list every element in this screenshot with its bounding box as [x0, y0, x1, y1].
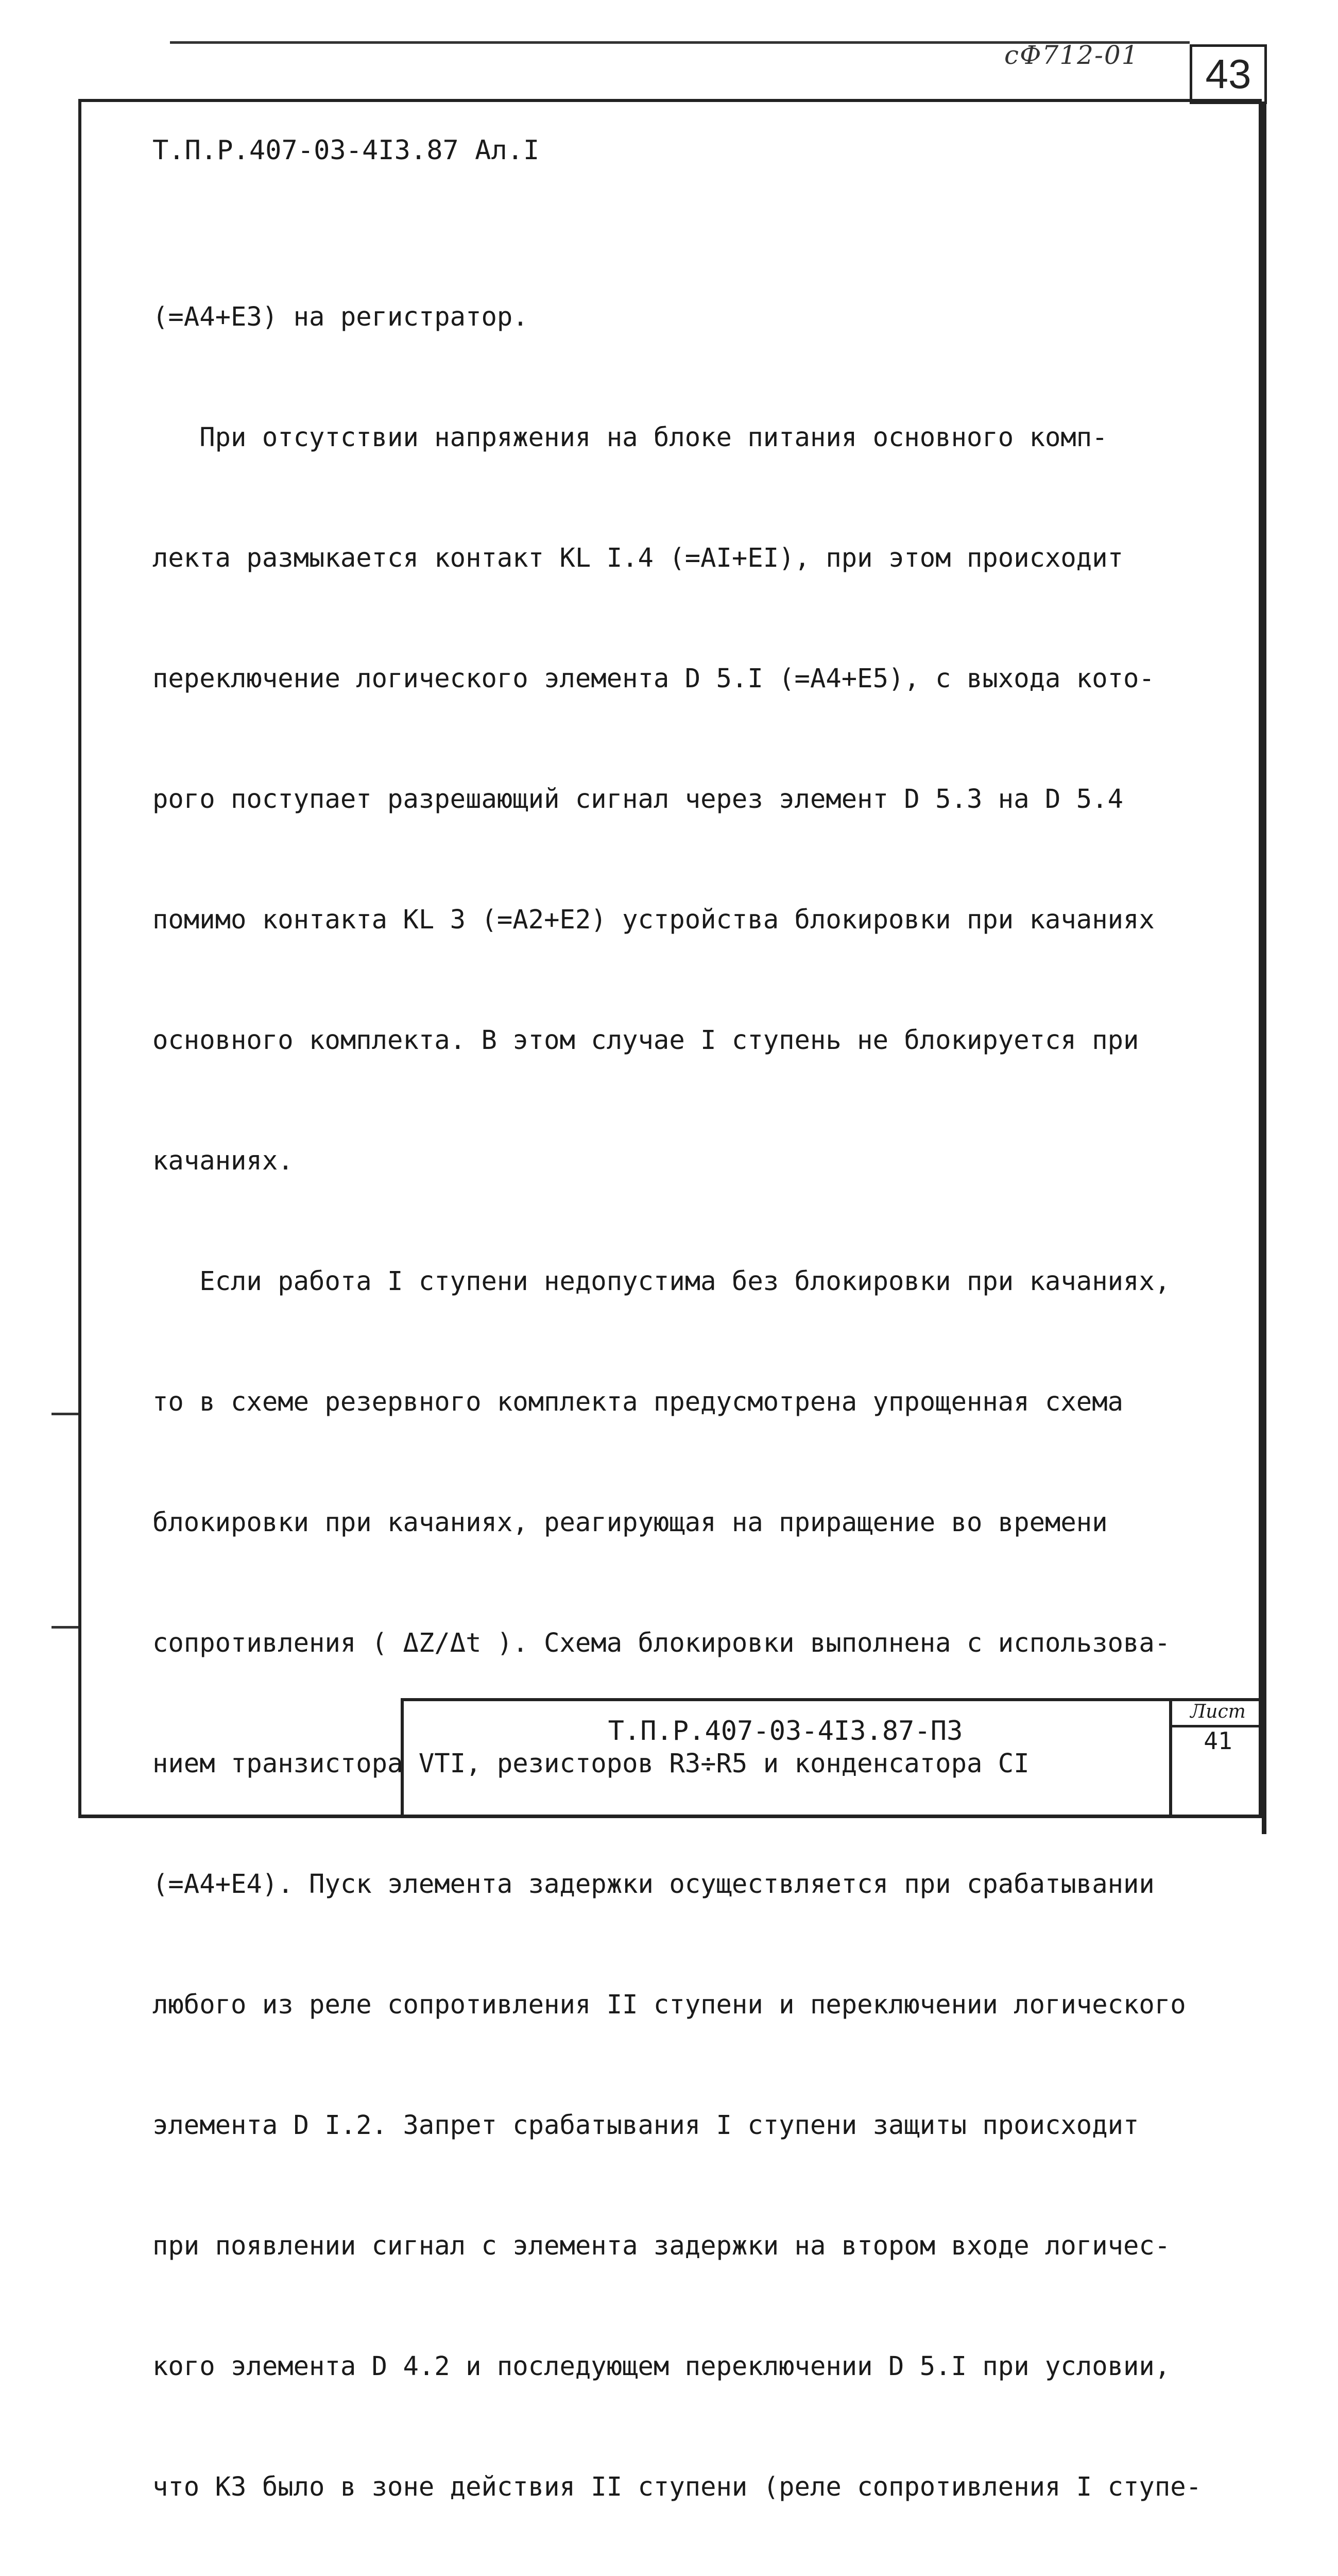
sheet-number: 41 [1204, 1727, 1232, 1755]
body-line: то в схеме резервного комплекта предусмотрена упрощенная схема [152, 1386, 1124, 1417]
page-number-box [1190, 44, 1267, 104]
body-line: При отсутствии напряжения на блоке питания основного комп- [152, 422, 1108, 452]
body-line: Если работа I ступени недопустима без блокировки при качаниях, [152, 1266, 1171, 1296]
body-line: лекта размыкается контакт КL I.4 (=АI+ЕI), при этом происходит [152, 543, 1124, 573]
body-line: (=А4+Е3) на регистратор. [152, 301, 528, 332]
archive-code: сФ712-01 [1004, 40, 1139, 70]
body-line: качаниях. [152, 1145, 294, 1176]
body-line: помимо контакта КL 3 (=А2+Е2) устройства блокировки при качаниях [152, 904, 1155, 935]
page-number: 43 [1205, 51, 1251, 97]
body-line: кого элемента D 4.2 и последующем переключении D 5.I при условии, [152, 2351, 1171, 2381]
body-line: элемента D I.2. Запрет срабатывания I ступени защиты происходит [152, 2110, 1139, 2140]
body-line: при появлении сигнал с элемента задержки на втором входе логичес- [152, 2230, 1171, 2261]
body-line: основного комплекта. В этом случае I ступень не блокируется при [152, 1025, 1139, 1055]
title-block-document-code: Т.П.Р.407-03-4I3.87-ПЗ [608, 1716, 963, 1747]
body-line: рого поступает разрешающий сигнал через элемент D 5.3 на D 5.4 [152, 784, 1124, 814]
body-line: переключение логического элемента D 5.I (=А4+Е5), с выхода кото- [152, 663, 1155, 693]
right-margin-rule [1262, 103, 1266, 1834]
body-line: (=А4+Е4). Пуск элемента задержки осуществляется при срабатывании [152, 1869, 1155, 1899]
binding-tick-mark [52, 1626, 78, 1629]
sheet-label: Лист [1190, 1701, 1246, 1722]
document-reference-header: Т.П.Р.407-03-4I3.87 Ал.I [152, 135, 540, 166]
body-line: любого из реле сопротивления II ступени и переключении логического [152, 1989, 1186, 2020]
body-text [152, 216, 1224, 2576]
body-line: нием транзистора VTI, резисторов R3÷R5 и конденсатора СI [152, 1748, 1030, 1778]
binding-tick-mark [52, 1413, 78, 1415]
body-line: что КЗ было в зоне действия II ступени (реле сопротивления I ступе- [152, 2471, 1202, 2502]
body-line: сопротивления ( ΔZ/Δt ). Схема блокировки выполнена с использова- [152, 1628, 1171, 1658]
body-line: блокировки при качаниях, реагирующая на приращение во времени [152, 1507, 1108, 1537]
